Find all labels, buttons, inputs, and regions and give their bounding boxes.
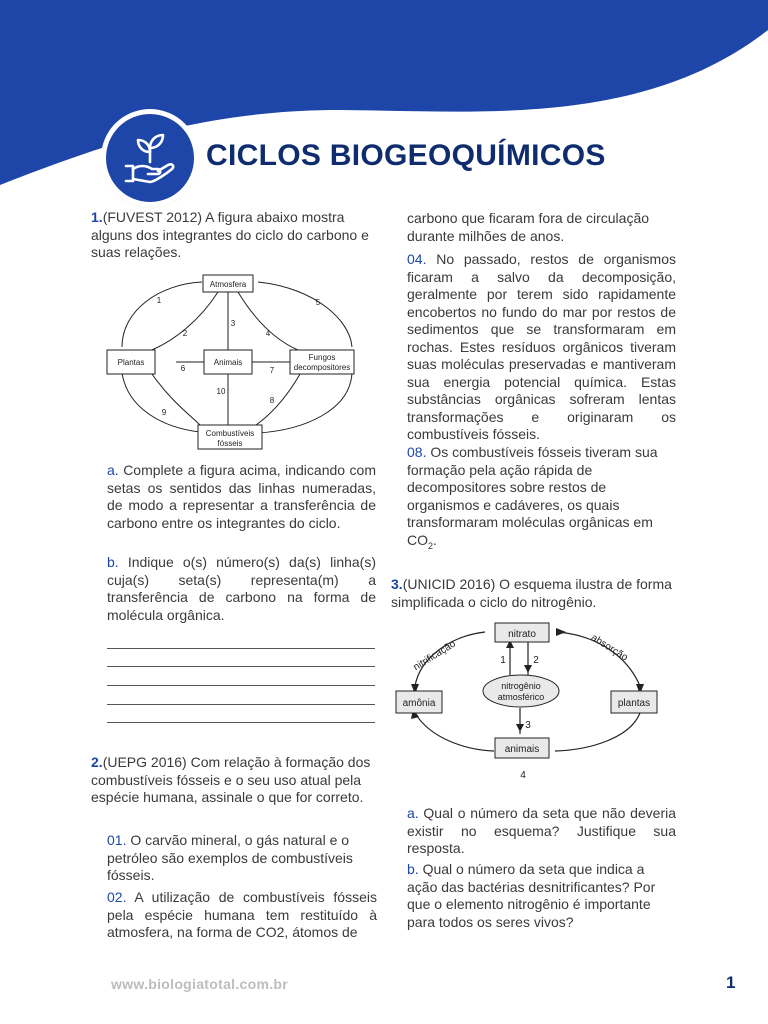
label-animais-n: animais	[504, 744, 540, 755]
label-fungos-1: Fungos	[308, 353, 336, 362]
question-2-intro: (UEPG 2016) Com relação à formação dos combustíveis fósseis e o seu uso atual pela espécie humana, assinale o que for correto.	[91, 754, 371, 805]
question-2-option-02-continued	[407, 210, 677, 245]
label-animais: Animais	[213, 358, 243, 367]
line-3-label: 3	[230, 319, 236, 328]
label-comb-2: fósseis	[217, 439, 243, 448]
question-2-option-08	[407, 444, 676, 555]
question-3-number: 3.	[391, 576, 403, 592]
line-4-label: 4	[265, 329, 271, 338]
page-number: 1	[726, 973, 736, 992]
question-1b	[107, 554, 376, 624]
arrow-4-label: 4	[520, 770, 526, 781]
answer-line	[107, 666, 375, 667]
line-9-label: 9	[161, 408, 167, 417]
label-amonia: amônia	[402, 698, 436, 709]
label-absorcao: absorção	[588, 632, 630, 664]
carbon-cycle-diagram	[100, 270, 365, 455]
q1-option-b-label: b.	[107, 554, 119, 570]
question-2-option-04	[407, 251, 676, 444]
line-7-label: 7	[269, 366, 275, 375]
line-10-label: 10	[216, 387, 226, 396]
q2-option-01-label: 01.	[107, 832, 127, 848]
arrow-2-label: 2	[533, 655, 539, 666]
q2-option-08-label: 08.	[407, 444, 427, 460]
q1-option-b-text: Indique o(s) número(s) da(s) linha(s) cuja(s) seta(s) representa(m) a transferência de carbono na forma de molécula orgânica.	[107, 554, 376, 623]
answer-line	[107, 648, 375, 649]
arrow-3-label: 3	[525, 720, 531, 731]
label-nitrato: nitrato	[508, 629, 536, 640]
question-1a	[107, 462, 376, 532]
q2-option-01-text: O carvão mineral, o gás natural e o petróleo são exemplos de combustíveis fósseis.	[107, 832, 353, 883]
q3-option-b-text: Qual o número da seta que indica a ação das bactérias desnitrificantes? Por que o elemento nitrogênio é importante para todos os seres vivos?	[407, 861, 656, 930]
q3-option-a-label: a.	[407, 805, 419, 821]
arrow-1-label: 1	[500, 655, 506, 666]
label-plantas: Plantas	[117, 358, 145, 367]
q3-option-b-label: b.	[407, 861, 419, 877]
line-2-label: 2	[182, 329, 188, 338]
q2-option-08-subscript: 2	[428, 540, 434, 551]
question-2-option-01	[107, 832, 377, 885]
question-3b	[407, 861, 677, 931]
question-2-option-02	[107, 889, 377, 942]
label-nitrificacao: nitrificação	[411, 638, 458, 674]
plant-in-hand-icon	[106, 114, 194, 202]
q2-option-02-text: A utilização de combustíveis fósseis pela espécie humana tem restituído à atmosfera, na forma de CO2, átomos de	[107, 889, 377, 940]
footer-url[interactable]: www.biologiatotal.com.br	[111, 976, 289, 992]
label-nitro-1: nitrogênio	[501, 681, 541, 691]
q2-option-02-label: 02.	[107, 889, 127, 905]
question-1-number: 1.	[91, 209, 103, 225]
question-1-intro: (FUVEST 2012) A figura abaixo mostra alguns dos integrantes do ciclo do carbono e suas relações.	[91, 209, 369, 260]
answer-line	[107, 722, 375, 723]
label-comb-1: Combustíveis	[205, 429, 255, 438]
node-nitrogenio-atmosferico	[483, 675, 559, 707]
q2-option-04-label: 04.	[407, 251, 427, 267]
line-1-label: 1	[156, 296, 162, 305]
question-3	[391, 576, 677, 611]
page-title: CICLOS BIOGEOQUÍMICOS	[206, 139, 606, 172]
label-nitro-2: atmosférico	[497, 692, 545, 702]
question-3a	[407, 805, 676, 858]
nitrogen-cycle-diagram	[390, 618, 670, 788]
answer-line	[107, 685, 375, 686]
q1-option-a-text: Complete a figura acima, indicando com setas os sentidos das linhas numeradas, de modo a representar a transferência de carbono entre os integrantes do ciclo.	[107, 462, 377, 531]
q3-option-a-text: Qual o número da seta que não deveria existir no esquema? Justifique sua resposta.	[407, 805, 676, 856]
q2-option-08-end: .	[433, 531, 437, 548]
question-2	[91, 754, 377, 807]
question-2-number: 2.	[91, 754, 103, 770]
q2-option-02-cont: carbono que ficaram fora de circulação durante milhões de anos.	[407, 210, 650, 244]
question-3-intro: (UNICID 2016) O esquema ilustra de forma simplificada o ciclo do nitrogênio.	[391, 576, 672, 610]
line-5-label: 5	[315, 298, 321, 307]
label-atmosfera: Atmosfera	[209, 280, 247, 289]
answer-line	[107, 704, 375, 705]
line-6-label: 6	[180, 364, 186, 373]
q1-option-a-label: a.	[107, 462, 119, 478]
label-plantas-n: plantas	[617, 698, 651, 709]
q2-option-08-text: Os combustíveis fósseis tiveram sua formação pela ação rápida de decompositores sobre restos de organismos e cadáveres, os quais transformaram moléculas orgânicas em CO	[407, 444, 658, 548]
line-8-label: 8	[269, 396, 275, 405]
label-fungos-2: decompositores	[293, 363, 351, 372]
question-1	[91, 209, 377, 262]
q2-option-04-text: No passado, restos de organismos ficaram a salvo da decomposição, geralmente por terem sido rapidamente encobertos no fundo do mar por restos de sedimentos que se transformaram em rochas. Estes resíduos orgânicos tiveram suas moléculas preservadas e mantiveram sua energia potencial química. Estas substâncias orgânicas sofreram lentas transformações e originaram os combustíveis fósseis.	[407, 251, 676, 442]
logo	[106, 114, 194, 202]
